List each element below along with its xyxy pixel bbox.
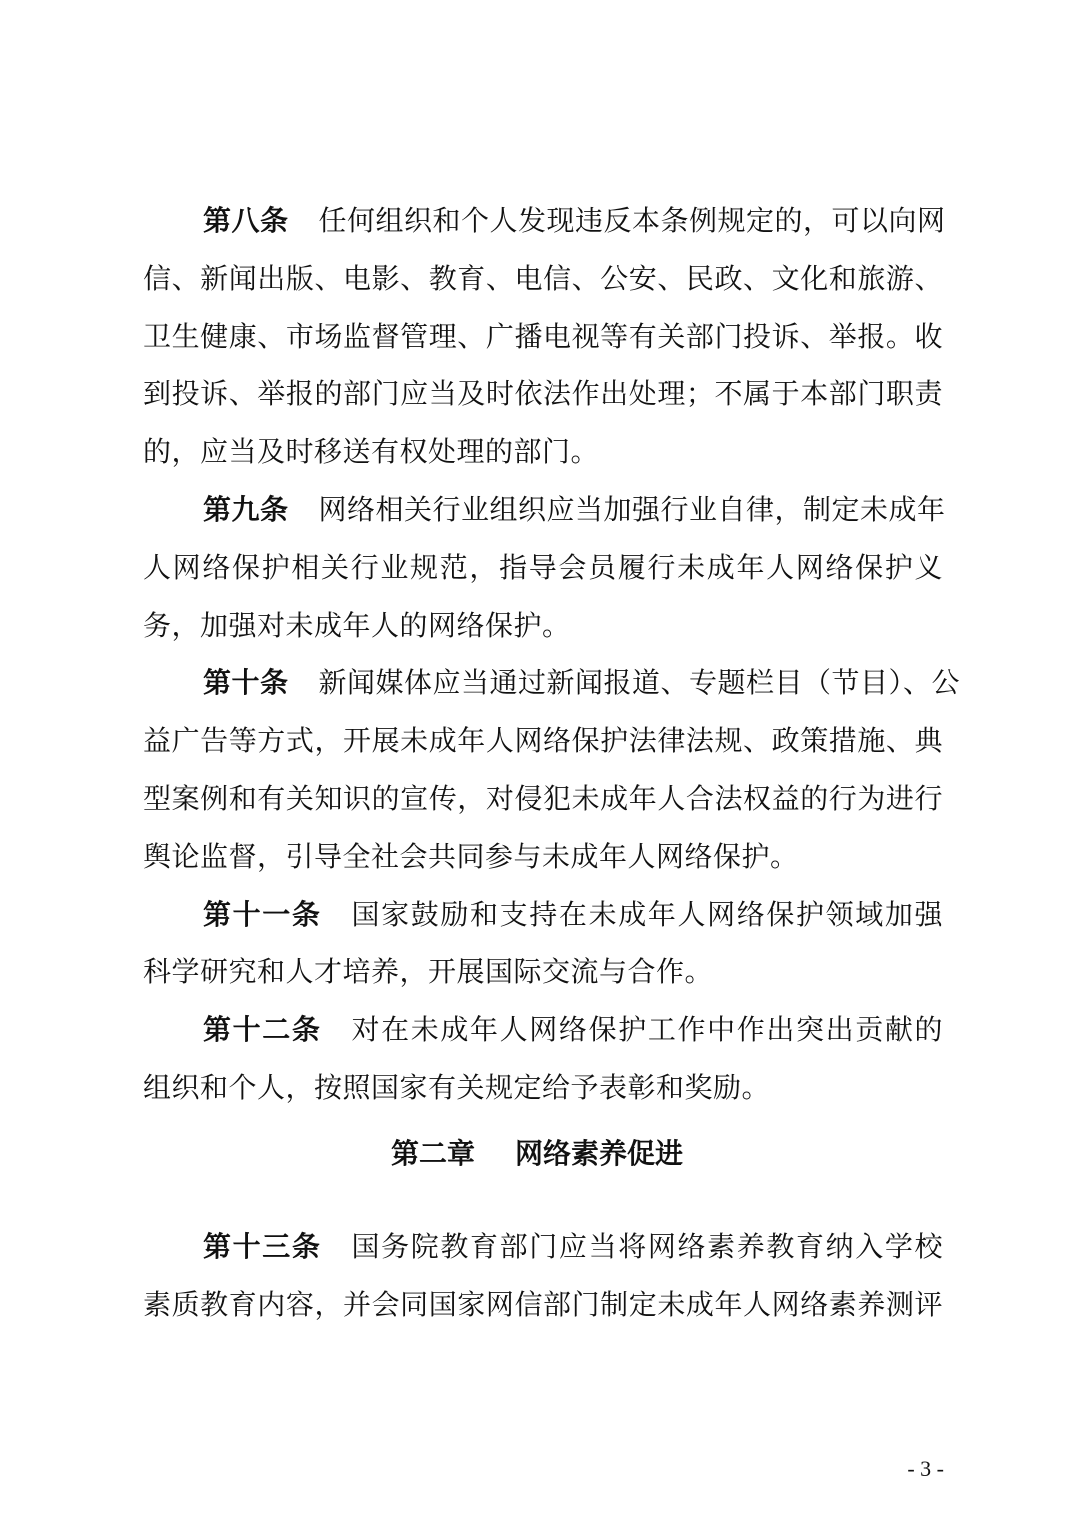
article-line (143, 1001, 943, 1059)
article-line: 信、新闻出版、电影、教育、电信、公安、民政、文化和旅游、 (143, 261, 943, 295)
article-12 (143, 1001, 943, 1117)
article-line: 到投诉、举报的部门应当及时依法作出处理；不属于本部门职责 (143, 377, 943, 411)
article-title: 第九条 (203, 492, 289, 526)
article-line: 务，加强对未成年人的网络保护。 (143, 608, 571, 642)
article-line: 素质教育内容，并会同国家网信部门制定未成年人网络素养测评 (143, 1287, 943, 1321)
articles-section-after (143, 1218, 943, 1334)
article-line (143, 192, 946, 250)
article-title: 第十一条 (203, 897, 322, 931)
article-title: 第十三条 (203, 1230, 322, 1263)
article-13 (143, 1218, 943, 1334)
chapter-heading (0, 1125, 1074, 1183)
articles-section-before (143, 192, 961, 1117)
article-line: 卫生健康、市场监督管理、广播电视等有关部门投诉、举报。收 (143, 319, 943, 353)
article-line: 组织和个人，按照国家有关规定给予表彰和奖励。 (143, 1070, 771, 1104)
article-line: 的，应当及时移送有权处理的部门。 (143, 435, 600, 469)
chapter-number: 第二章 (390, 1137, 475, 1170)
article-11 (143, 886, 943, 1002)
article-10 (143, 654, 961, 885)
page-number: - 3 - (907, 1456, 944, 1481)
article-9 (143, 481, 946, 654)
article-title: 第八条 (203, 204, 289, 237)
article-title: 第十条 (203, 666, 289, 700)
article-title: 第十二条 (203, 1013, 322, 1047)
article-8 (143, 192, 946, 481)
article-line: 科学研究和人才培养，开展国际交流与合作。 (143, 955, 714, 989)
article-line: 益广告等方式，开展未成年人网络保护法律法规、政策措施、典 (143, 724, 943, 758)
article-line: 型案例和有关知识的宣传，对侵犯未成年人合法权益的行为进行 (143, 781, 943, 815)
article-text: 任何组织和个人发现违反本条例规定的，可以向网 (318, 204, 946, 237)
article-line (143, 481, 946, 539)
article-line (143, 886, 943, 944)
article-text: 国家鼓励和支持在未成年人网络保护领域加强 (351, 897, 943, 931)
article-line (143, 1218, 943, 1276)
article-text: 对在未成年人网络保护工作中作出突出贡献的 (351, 1013, 943, 1047)
article-line: 人网络保护相关行业规范，指导会员履行未成年人网络保护义 (143, 550, 943, 584)
article-line (143, 654, 961, 712)
article-text: 新闻媒体应当通过新闻报道、专题栏目（节目）、公 (318, 666, 961, 700)
article-text: 网络相关行业组织应当加强行业自律，制定未成年 (318, 492, 946, 526)
article-text: 国务院教育部门应当将网络素养教育纳入学校 (351, 1230, 943, 1263)
chapter-title: 网络素养促进 (515, 1137, 684, 1170)
article-line: 舆论监督，引导全社会共同参与未成年人网络保护。 (143, 839, 799, 873)
